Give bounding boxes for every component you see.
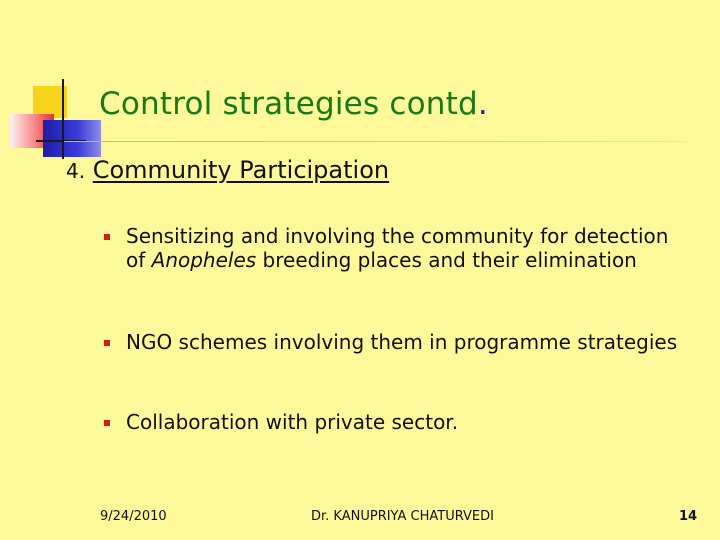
footer-page-number: 14: [679, 509, 698, 524]
bullet-marker-icon: [104, 234, 110, 240]
bullet-marker-icon: [104, 340, 110, 346]
logo-blue-square: [43, 120, 101, 157]
bullet-text: NGO schemes involving them in programme strategies: [126, 330, 678, 354]
bullet-item: [104, 330, 684, 410]
footer-date: 9/24/2010: [100, 509, 167, 524]
bullet-text: Collaboration with private sector.: [126, 410, 459, 434]
bullet-item: [104, 410, 684, 440]
slide-title-text: Control strategies contd: [99, 86, 478, 122]
slide-title-dot: .: [477, 86, 488, 122]
bullet-text-part: breeding places and their elimination: [256, 248, 637, 272]
bullet-text-italic: Anopheles: [151, 248, 257, 272]
bullet-text-part: Sensitizing and involving the community for detection of: [126, 224, 669, 272]
logo-vertical-line: [62, 79, 64, 159]
bullet-marker-icon: [104, 420, 110, 426]
subheading-label: Community Participation: [92, 156, 390, 184]
subheading: [66, 156, 389, 184]
footer-author: Dr. KANUPRIYA CHATURVEDI: [311, 509, 494, 524]
slide-title: [99, 86, 488, 122]
bullet-list: [104, 224, 684, 440]
subheading-number: 4.: [66, 159, 86, 183]
title-underline-rule: [64, 141, 686, 142]
bullet-item: [104, 224, 684, 330]
